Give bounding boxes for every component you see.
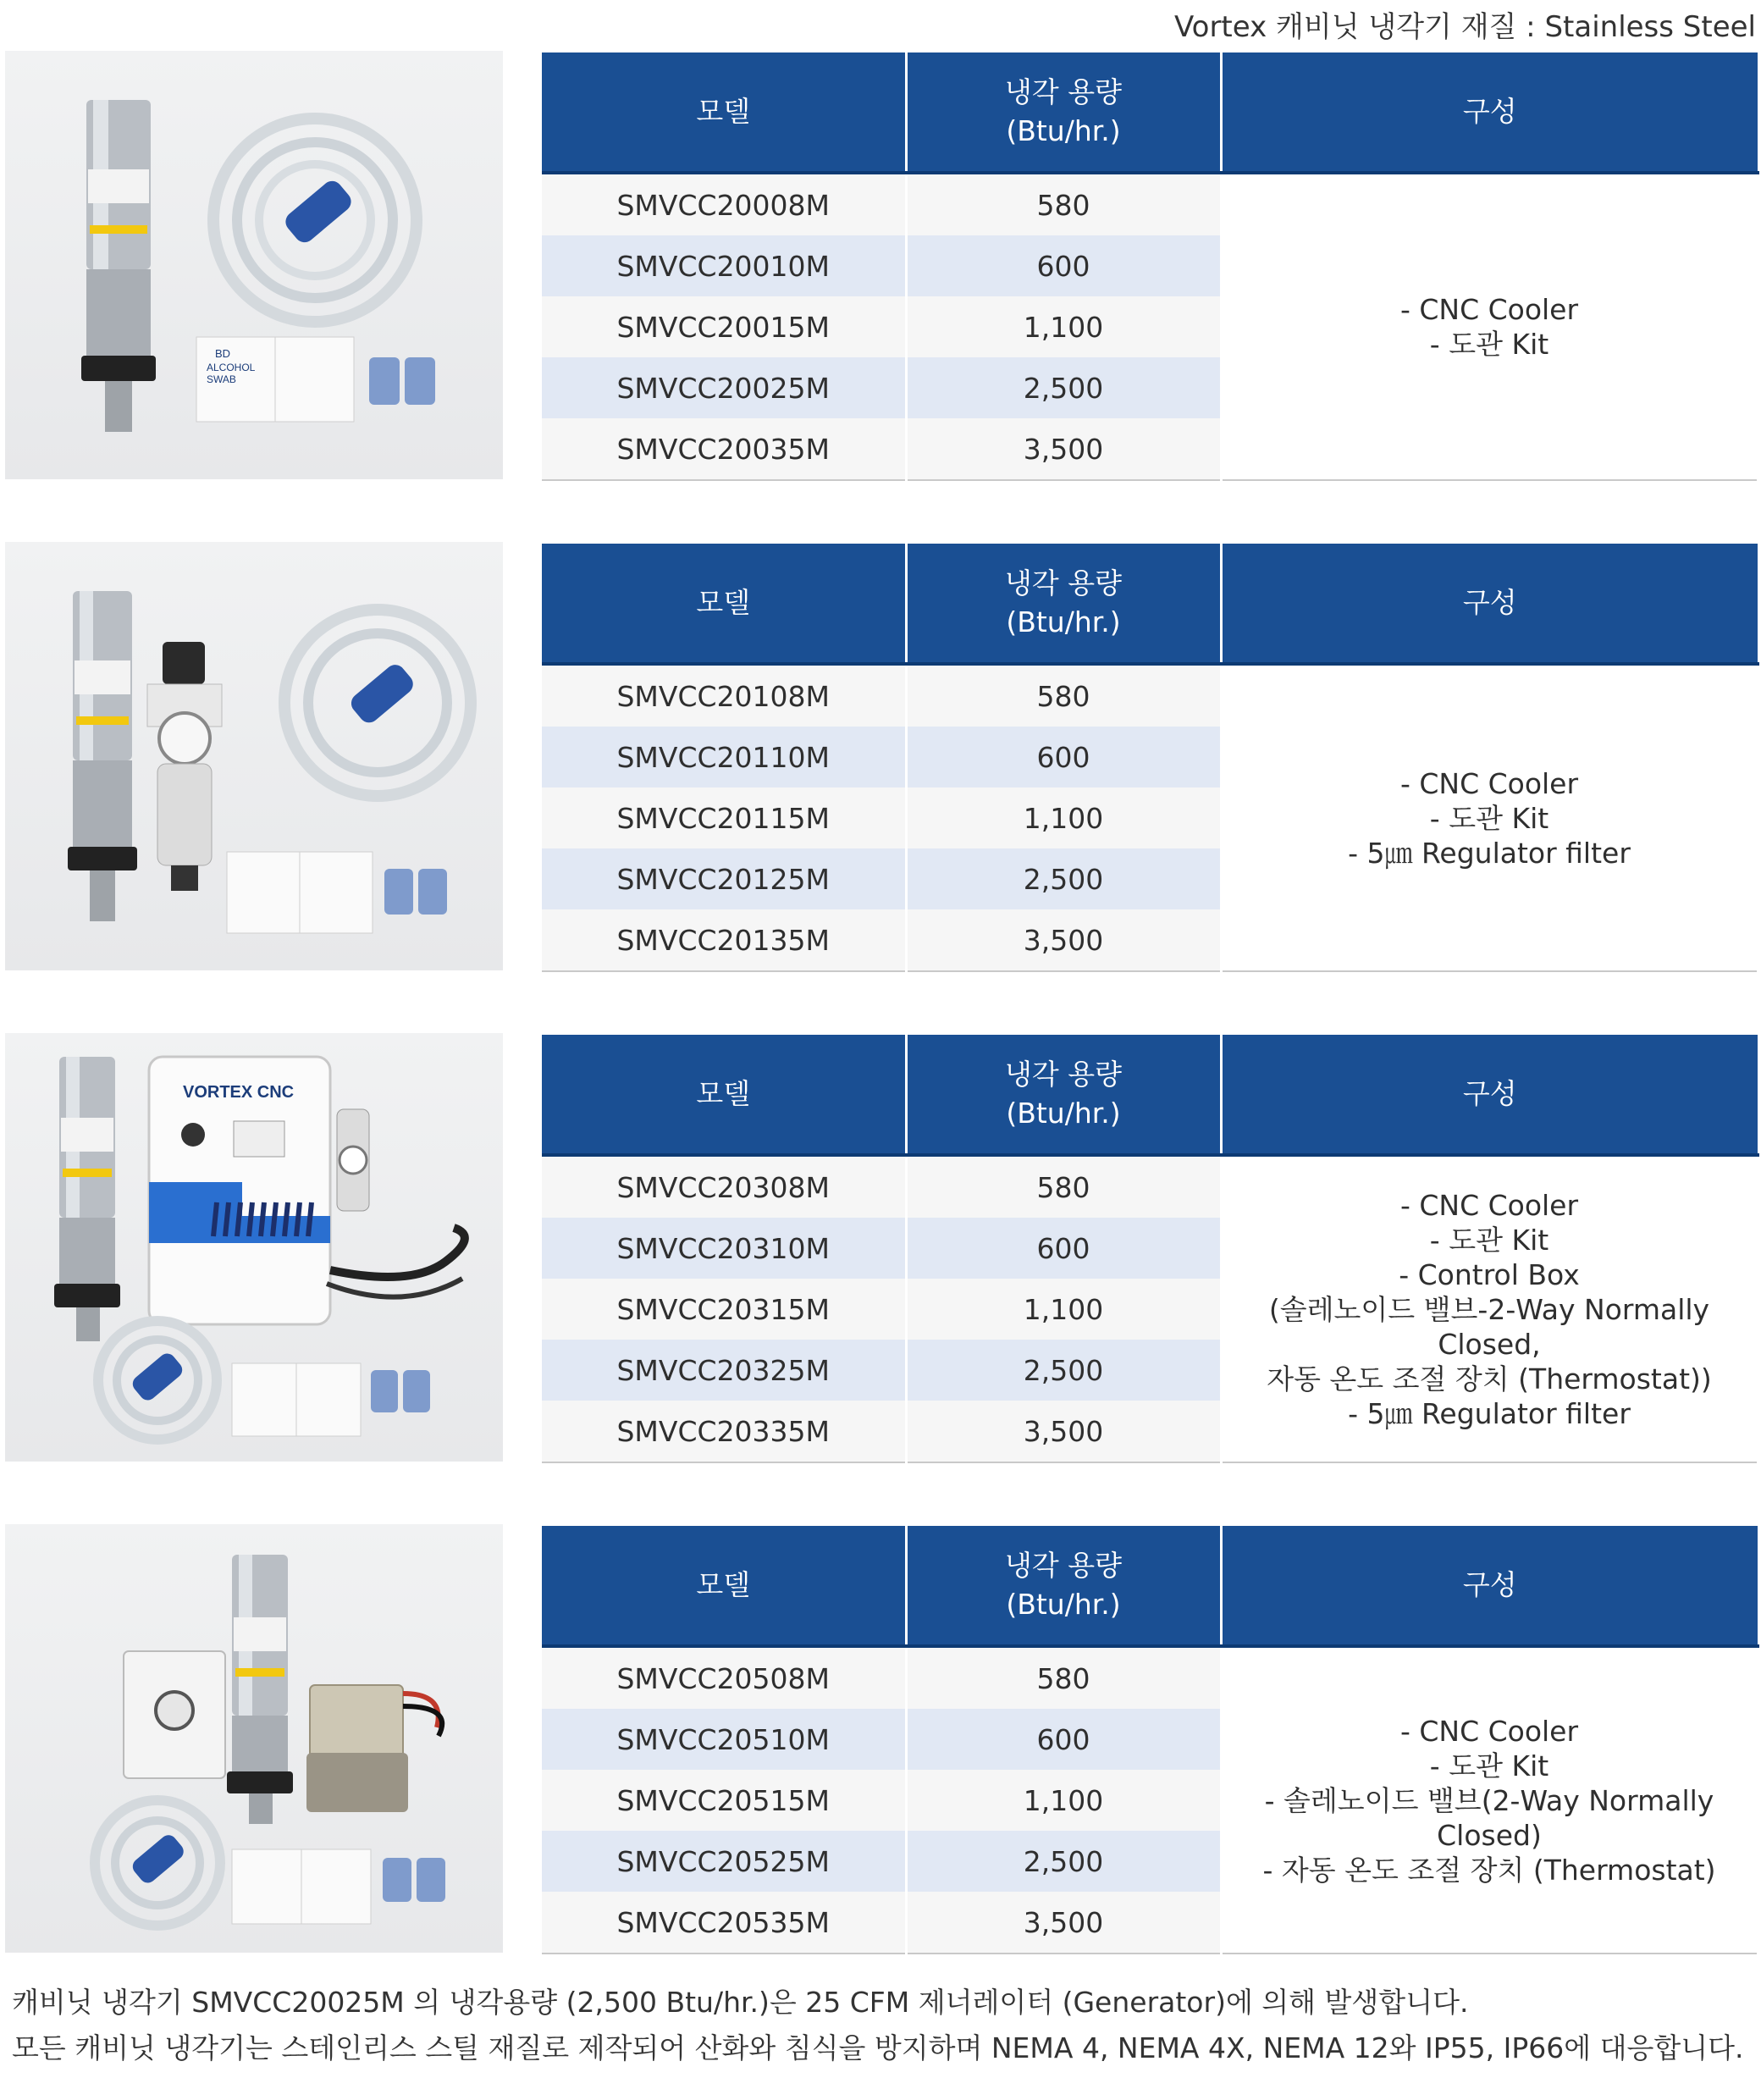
footnote-2: 모든 캐비닛 냉각기는 스테인리스 스틸 재질로 제작되어 산화와 침식을 방지하며 NEMA 4, NEMA 4X, NEMA 12와 IP55, IP66에 대응합니다. xyxy=(12,2031,1744,2064)
model-cell: SMVCC20035M xyxy=(542,418,906,480)
model-cell: SMVCC20015M xyxy=(542,296,906,357)
table-row xyxy=(542,1155,1758,1218)
header-capacity xyxy=(906,544,1221,664)
capacity-cell: 600 xyxy=(906,235,1221,296)
header-model: 모델 xyxy=(542,1526,906,1646)
capacity-cell: 2,500 xyxy=(906,357,1221,418)
model-cell: SMVCC20308M xyxy=(542,1155,906,1218)
product-photo-1 xyxy=(5,51,503,479)
model-cell: SMVCC20508M xyxy=(542,1646,906,1709)
capacity-cell: 3,500 xyxy=(906,418,1221,480)
material-note: Vortex 캐비닛 냉각기 재질 : Stainless Steel xyxy=(1174,10,1756,44)
header-config: 구성 xyxy=(1221,544,1758,664)
config-line: - 도관 Kit xyxy=(1429,1223,1549,1257)
config-line: - CNC Cooler xyxy=(1399,1188,1579,1222)
product-section-3 xyxy=(0,1033,1761,1463)
model-cell: SMVCC20335M xyxy=(542,1401,906,1462)
spec-table-3 xyxy=(542,1035,1759,1463)
capacity-cell: 1,100 xyxy=(906,788,1221,848)
model-cell: SMVCC20125M xyxy=(542,848,906,909)
product-section-4 xyxy=(0,1524,1761,1954)
config-line: (솔레노이드 밸브-2-Way Normally Closed, xyxy=(1268,1292,1710,1361)
capacity-cell: 1,100 xyxy=(906,1279,1221,1340)
capacity-cell: 3,500 xyxy=(906,1892,1221,1954)
config-cell xyxy=(1221,1646,1758,1954)
footnote-1: 캐비닛 냉각기 SMVCC20025M 의 냉각용량 (2,500 Btu/hr.)은 25 CFM 제너레이터 (Generator)에 의해 발생합니다. xyxy=(12,1986,1469,2019)
config-cell xyxy=(1221,1155,1758,1462)
config-line: - 도관 Kit xyxy=(1429,801,1549,835)
table-row xyxy=(542,1646,1758,1709)
product-photo-2 xyxy=(5,542,503,970)
model-cell: SMVCC20108M xyxy=(542,664,906,727)
capacity-cell: 1,100 xyxy=(906,296,1221,357)
header-capacity-line1: 냉각 용량 xyxy=(1004,566,1122,600)
capacity-cell: 580 xyxy=(906,1646,1221,1709)
header-capacity xyxy=(906,1035,1221,1155)
config-cell xyxy=(1221,664,1758,971)
header-capacity xyxy=(906,1526,1221,1646)
product-photo-4 xyxy=(5,1524,503,1953)
capacity-cell: 600 xyxy=(906,1709,1221,1770)
capacity-cell: 2,500 xyxy=(906,848,1221,909)
swab-text-1: ALCOHOL xyxy=(207,362,256,373)
model-cell: SMVCC20008M xyxy=(542,173,906,235)
model-cell: SMVCC20310M xyxy=(542,1218,906,1279)
header-model: 모델 xyxy=(542,544,906,664)
header-capacity-line1: 냉각 용량 xyxy=(1004,1549,1122,1582)
config-line: - CNC Cooler xyxy=(1399,1714,1579,1748)
footnotes xyxy=(12,1980,1743,2071)
capacity-cell: 1,100 xyxy=(906,1770,1221,1831)
config-line: - CNC Cooler xyxy=(1399,766,1579,800)
product-photo-3 xyxy=(5,1033,503,1462)
capacity-cell: 580 xyxy=(906,1155,1221,1218)
model-cell: SMVCC20135M xyxy=(542,909,906,971)
capacity-cell: 580 xyxy=(906,664,1221,727)
config-line: 자동 온도 조절 장치 (Thermostat)) xyxy=(1267,1362,1712,1395)
header-capacity-line2: (Btu/hr.) xyxy=(1006,605,1121,638)
header-model: 모델 xyxy=(542,1035,906,1155)
table-row xyxy=(542,664,1758,727)
model-cell: SMVCC20115M xyxy=(542,788,906,848)
swab-text-2: SWAB xyxy=(207,373,236,385)
header-config: 구성 xyxy=(1221,1526,1758,1646)
config-cell xyxy=(1221,173,1758,480)
header-capacity-line1: 냉각 용량 xyxy=(1004,75,1122,108)
config-line: - 도관 Kit xyxy=(1429,1749,1549,1782)
model-cell: SMVCC20515M xyxy=(542,1770,906,1831)
config-line: - CNC Cooler xyxy=(1399,293,1579,326)
table-row xyxy=(542,173,1758,235)
config-line: - 5㎛ Regulator filter xyxy=(1348,1396,1631,1430)
swab-brand-label: BD xyxy=(215,347,231,360)
capacity-cell: 580 xyxy=(906,173,1221,235)
header-capacity-line1: 냉각 용량 xyxy=(1004,1058,1122,1091)
config-line: - Control Box xyxy=(1399,1257,1580,1291)
header-config: 구성 xyxy=(1221,52,1758,173)
header-config: 구성 xyxy=(1221,1035,1758,1155)
capacity-cell: 600 xyxy=(906,727,1221,788)
capacity-cell: 600 xyxy=(906,1218,1221,1279)
config-line: - 5㎛ Regulator filter xyxy=(1348,836,1631,870)
config-line: - 자동 온도 조절 장치 (Thermostat) xyxy=(1262,1853,1716,1887)
model-cell: SMVCC20510M xyxy=(542,1709,906,1770)
header-capacity-line2: (Btu/hr.) xyxy=(1006,1097,1121,1130)
capacity-cell: 2,500 xyxy=(906,1831,1221,1892)
header-capacity-line2: (Btu/hr.) xyxy=(1006,1588,1121,1621)
model-cell: SMVCC20535M xyxy=(542,1892,906,1954)
control-box-label: VORTEX CNC xyxy=(183,1083,295,1102)
spec-table-1 xyxy=(542,52,1759,481)
header-capacity xyxy=(906,52,1221,173)
capacity-cell: 3,500 xyxy=(906,909,1221,971)
model-cell: SMVCC20025M xyxy=(542,357,906,418)
product-section-2 xyxy=(0,542,1761,972)
model-cell: SMVCC20110M xyxy=(542,727,906,788)
model-cell: SMVCC20010M xyxy=(542,235,906,296)
header-capacity-line2: (Btu/hr.) xyxy=(1006,114,1121,147)
capacity-cell: 2,500 xyxy=(906,1340,1221,1401)
model-cell: SMVCC20525M xyxy=(542,1831,906,1892)
config-line: - 솔레노이드 밸브(2-Way Normally Closed) xyxy=(1264,1783,1714,1852)
spec-table-2 xyxy=(542,544,1759,972)
header-model: 모델 xyxy=(542,52,906,173)
model-cell: SMVCC20315M xyxy=(542,1279,906,1340)
spec-table-4 xyxy=(542,1526,1759,1954)
model-cell: SMVCC20325M xyxy=(542,1340,906,1401)
product-section-1 xyxy=(0,51,1761,481)
config-line: - 도관 Kit xyxy=(1429,328,1549,361)
capacity-cell: 3,500 xyxy=(906,1401,1221,1462)
